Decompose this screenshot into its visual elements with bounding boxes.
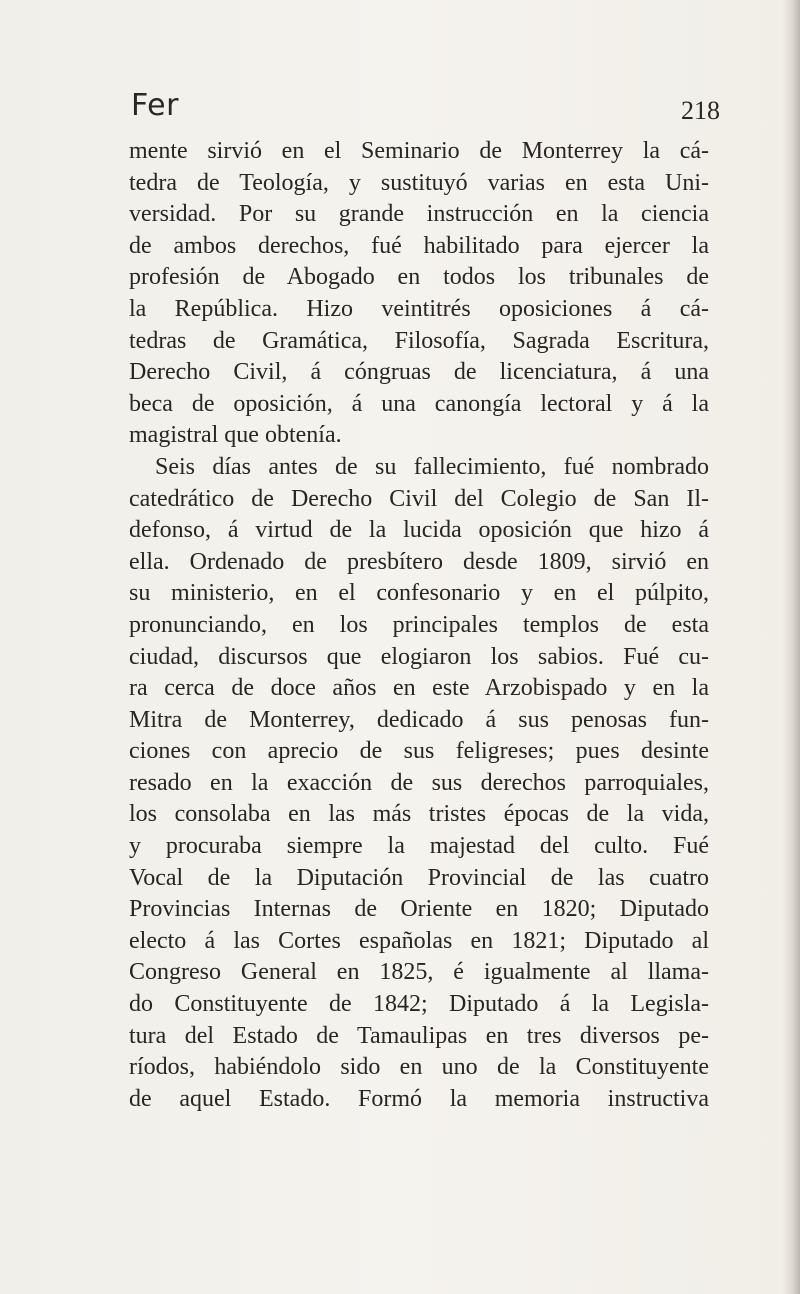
- text-line: Seis días antes de su fallecimiento, fué nombrado: [155, 453, 709, 480]
- text-line: tura del Estado de Tamaulipas en tres diversos pe-: [129, 1022, 709, 1049]
- text-line: y procuraba siempre la majestad del culto. Fué: [129, 833, 709, 860]
- page-number: 218: [681, 96, 720, 125]
- text-line: ella. Ordenado de presbítero desde 1809, sirvió en: [129, 548, 709, 575]
- running-head: Fer: [131, 88, 179, 123]
- text-line: defonso, á virtud de la lucida oposición que hizo á: [129, 517, 709, 544]
- text-line: la República. Hizo veintitrés oposiciones á cá-: [129, 295, 709, 322]
- text-line: de ambos derechos, fué habilitado para ejercer la: [129, 232, 709, 259]
- body-text: [129, 136, 709, 1115]
- text-line: Provincias Internas de Oriente en 1820; Diputado: [129, 896, 709, 923]
- text-line: pronunciando, en los principales templos de esta: [129, 611, 709, 638]
- text-line: Mitra de Monterrey, dedicado á sus penosas fun-: [129, 706, 709, 733]
- text-line: profesión de Abogado en todos los tribunales de: [129, 264, 709, 291]
- text-line: Derecho Civil, á cóngruas de licenciatura, á una: [129, 359, 709, 386]
- text-line: Congreso General en 1825, é igualmente al llama-: [129, 959, 709, 986]
- text-line: mente sirvió en el Seminario de Monterrey la cá-: [129, 138, 709, 164]
- text-line: tedra de Teología, y sustituyó varias en esta Uni-: [129, 169, 709, 196]
- page-edge-shadow: [782, 0, 800, 1294]
- text-line: los consolaba en las más tristes épocas de la vida,: [129, 801, 709, 828]
- text-line: resado en la exacción de sus derechos parroquiales,: [129, 769, 709, 796]
- text-line: ciudad, discursos que elogiaron los sabios. Fué cu-: [129, 643, 709, 670]
- text-line: de aquel Estado. Formó la memoria instructiva: [129, 1085, 709, 1112]
- text-line: versidad. Por su grande instrucción en la ciencia: [129, 201, 709, 228]
- text-line: electo á las Cortes españolas en 1821; Diputado al: [129, 927, 709, 954]
- text-line: tedras de Gramática, Filosofía, Sagrada Escritura,: [129, 327, 709, 354]
- text-line: magistral que obtenía.: [129, 422, 342, 449]
- text-line: su ministerio, en el confesonario y en el púlpito,: [129, 580, 709, 607]
- text-line: Vocal de la Diputación Provincial de las cuatro: [129, 864, 709, 891]
- text-line: ríodos, habiéndolo sido en uno de la Constituyente: [129, 1054, 709, 1081]
- text-line: do Constituyente de 1842; Diputado á la Legisla-: [129, 991, 709, 1018]
- text-line: ra cerca de doce años en este Arzobispado y en la: [129, 675, 709, 702]
- text-line: catedrático de Derecho Civil del Colegio de San Il-: [129, 485, 709, 512]
- text-line: ciones con aprecio de sus feligreses; pues desinte: [129, 738, 709, 765]
- text-line: beca de oposición, á una canongía lectoral y á la: [129, 390, 709, 417]
